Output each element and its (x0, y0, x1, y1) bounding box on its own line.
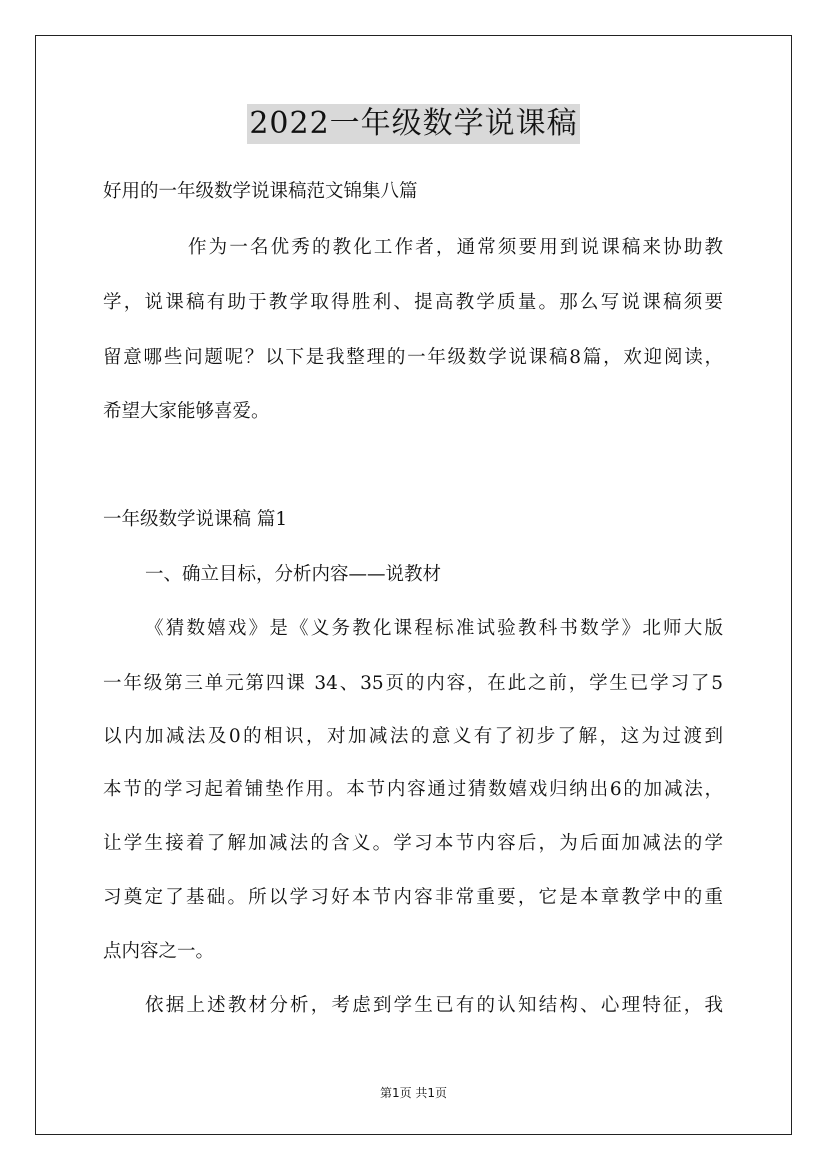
subsection-heading: 一、确立目标，分析内容——说教材 (145, 564, 442, 585)
body-line-3: 以内加减法及0的相识，对加减法的意义有了初步了解，这为过渡到 (103, 726, 723, 747)
section-heading: 一年级数学说课稿 篇1 (103, 509, 288, 530)
body-line-4: 本节的学习起着铺垫作用。本节内容通过猜数嬉戏归纳出6的加减法， (103, 779, 723, 800)
body-line-1: 《猜数嬉戏》是《义务教化课程标准试验教科书数学》北师大版 (145, 618, 723, 639)
body-line-7: 点内容之一。 (103, 941, 215, 962)
document-title (0, 104, 827, 144)
intro-line-4: 希望大家能够喜爱。 (103, 401, 270, 422)
document-subtitle: 好用的一年级数学说课稿范文锦集八篇 (103, 181, 418, 202)
body-line-5: 让学生接着了解加减法的含义。学习本节内容后，为后面加减法的学 (103, 833, 723, 854)
page-footer: 第1页 共1页 (379, 1086, 448, 1100)
body-line-2: 一年级第三单元第四课 34、35页的内容，在此之前，学生已学习了5 (103, 673, 724, 694)
intro-line-1: 作为一名优秀的教化工作者，通常须要用到说课稿来协助教 (188, 237, 723, 258)
body-line-6: 习奠定了基础。所以学习好本节内容非常重要，它是本章教学中的重 (103, 887, 723, 908)
intro-line-3: 留意哪些问题呢？以下是我整理的一年级数学说课稿8篇，欢迎阅读， (103, 347, 723, 368)
body-line-8: 依据上述教材分析，考虑到学生已有的认知结构、心理特征，我 (145, 995, 723, 1016)
intro-line-2: 学，说课稿有助于教学取得胜利、提高教学质量。那么写说课稿须要 (103, 292, 723, 313)
document-title-text: 2022一年级数学说课稿 (247, 104, 579, 144)
